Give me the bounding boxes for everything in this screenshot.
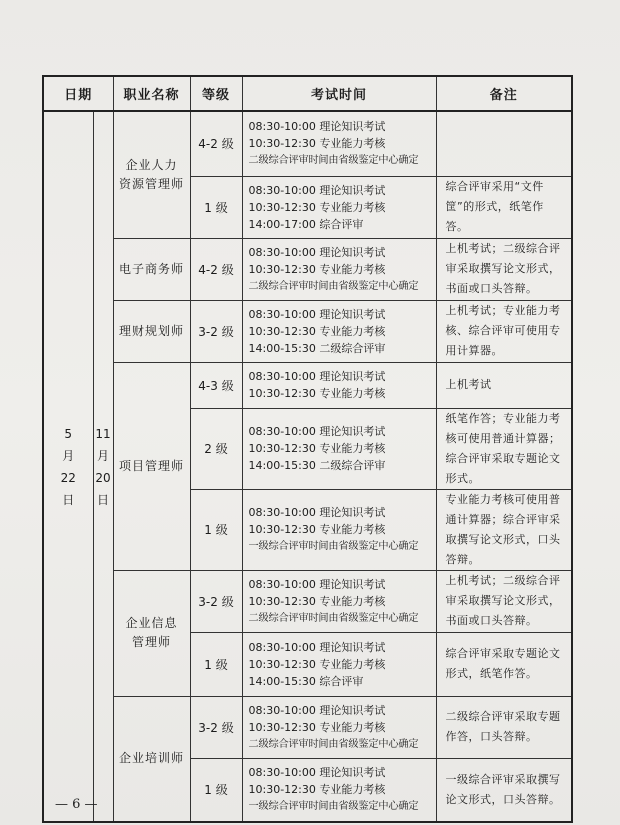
exam-time-line: 10:30-12:30 专业能力考核 xyxy=(248,720,386,734)
exam-time-cell xyxy=(242,362,436,408)
exam-time-line: 10:30-12:30 专业能力考核 xyxy=(248,523,386,536)
schedule-row xyxy=(43,111,572,176)
exam-time-cell xyxy=(242,176,436,238)
remark-cell: 上机考试；二级综合评审采取撰写论文形式，书面或口头答辩。 xyxy=(436,238,572,300)
level-cell: 3-2 级 xyxy=(190,570,242,632)
exam-time-line: 10:30-12:30 专业能力考核 xyxy=(248,387,386,400)
exam-time-line: 08:30-10:00 理论知识考试 xyxy=(248,245,386,259)
exam-schedule-table xyxy=(42,75,573,823)
remark-cell xyxy=(436,111,572,176)
remark-cell: 专业能力考核可使用普通计算器；综合评审采取撰写论文形式，口头答辩。 xyxy=(436,489,572,570)
exam-time-cell xyxy=(242,408,436,489)
schedule-body xyxy=(43,111,572,822)
exam-time-line: 08:30-10:00 理论知识考试 xyxy=(248,506,386,519)
level-cell: 1 级 xyxy=(190,758,242,822)
exam-time-cell xyxy=(242,300,436,362)
occupation-name: 项目管理师 xyxy=(113,362,190,570)
occupation-name: 企业培训师 xyxy=(113,696,190,822)
exam-time-line: 08:30-10:00 理论知识考试 xyxy=(248,703,386,717)
exam-time-line: 二级综合评审时间由省级鉴定中心确定 xyxy=(248,155,419,167)
remark-cell: 一级综合评审采取撰写论文形式，口头答辩。 xyxy=(436,758,572,822)
exam-time-cell xyxy=(242,111,436,176)
date-char: 5 xyxy=(64,426,73,441)
date-char: 月 xyxy=(62,448,75,463)
page-number: — 6 — xyxy=(55,797,98,812)
remark-cell: 二级综合评审采取专题作答，口头答辩。 xyxy=(436,696,572,758)
exam-time-line: 10:30-12:30 专业能力考核 xyxy=(248,137,386,151)
level-cell: 3-2 级 xyxy=(190,300,242,362)
date-char: 日 xyxy=(62,492,75,507)
date-char: 日 xyxy=(97,492,110,507)
exam-time-cell xyxy=(242,238,436,300)
exam-time-line: 14:00-15:30 综合评审 xyxy=(248,674,364,688)
exam-time-line: 10:30-12:30 专业能力考核 xyxy=(248,324,386,338)
header-date: 日期 xyxy=(43,76,113,111)
exam-time-line: 二级综合评审时间由省级鉴定中心确定 xyxy=(248,280,419,292)
header-level: 等级 xyxy=(190,76,242,111)
exam-time-line: 08:30-10:00 理论知识考试 xyxy=(248,766,386,780)
exam-time-line: 10:30-12:30 专业能力考核 xyxy=(248,657,386,671)
level-cell: 3-2 级 xyxy=(190,696,242,758)
date-char: 22 xyxy=(60,470,76,485)
occupation-name: 电子商务师 xyxy=(113,238,190,300)
exam-time-cell xyxy=(242,758,436,822)
exam-time-line: 08:30-10:00 理论知识考试 xyxy=(248,577,386,591)
exam-time-line: 08:30-10:00 理论知识考试 xyxy=(248,640,386,654)
occupation-name: 理财规划师 xyxy=(113,300,190,362)
exam-date-secondary xyxy=(93,111,113,822)
exam-time-cell xyxy=(242,570,436,632)
schedule-row xyxy=(43,238,572,300)
level-cell: 4-2 级 xyxy=(190,111,242,176)
level-cell: 1 级 xyxy=(190,489,242,570)
schedule-row xyxy=(43,362,572,408)
remark-cell: 上机考试；二级综合评审采取撰写论文形式，书面或口头答辩。 xyxy=(436,570,572,632)
remark-cell: 上机考试 xyxy=(436,362,572,408)
date-char: 11 xyxy=(95,426,111,441)
exam-time-line: 08:30-10:00 理论知识考试 xyxy=(248,120,386,134)
exam-time-line: 10:30-12:30 专业能力考核 xyxy=(248,262,386,276)
exam-time-line: 08:30-10:00 理论知识考试 xyxy=(248,370,386,383)
exam-time-line: 08:30-10:00 理论知识考试 xyxy=(248,425,386,438)
occupation-name: 企业信息 管理师 xyxy=(113,570,190,696)
level-cell: 1 级 xyxy=(190,632,242,696)
remark-cell: 纸笔作答；专业能力考核可使用普通计算器；综合评审采取专题论文形式。 xyxy=(436,408,572,489)
exam-time-line: 二级综合评审时间由省级鉴定中心确定 xyxy=(248,612,419,624)
date-char: 月 xyxy=(97,448,110,463)
level-cell: 4-2 级 xyxy=(190,238,242,300)
exam-time-line: 10:30-12:30 专业能力考核 xyxy=(248,200,386,214)
exam-time-cell xyxy=(242,489,436,570)
exam-time-line: 10:30-12:30 专业能力考核 xyxy=(248,594,386,608)
header-occupation: 职业名称 xyxy=(113,76,190,111)
exam-time-cell xyxy=(242,632,436,696)
exam-time-line: 14:00-17:00 综合评审 xyxy=(248,217,364,231)
remark-cell: 综合评审采取专题论文形式，纸笔作答。 xyxy=(436,632,572,696)
remark-cell: 综合评审采用“文件筐”的形式，纸笔作答。 xyxy=(436,176,572,238)
exam-time-line: 14:00-15:30 二级综合评审 xyxy=(248,341,386,355)
level-cell: 1 级 xyxy=(190,176,242,238)
level-cell: 4-3 级 xyxy=(190,362,242,408)
exam-time-line: 10:30-12:30 专业能力考核 xyxy=(248,783,386,797)
remark-cell: 上机考试；专业能力考核、综合评审可使用专用计算器。 xyxy=(436,300,572,362)
exam-time-line: 08:30-10:00 理论知识考试 xyxy=(248,183,386,197)
schedule-row xyxy=(43,696,572,758)
level-cell: 2 级 xyxy=(190,408,242,489)
exam-time-line: 10:30-12:30 专业能力考核 xyxy=(248,442,386,455)
exam-time-line: 14:00-15:30 二级综合评审 xyxy=(248,459,386,472)
schedule-row xyxy=(43,300,572,362)
exam-time-line: 一级综合评审时间由省级鉴定中心确定 xyxy=(248,801,419,813)
header-row xyxy=(43,76,572,111)
exam-time-line: 二级综合评审时间由省级鉴定中心确定 xyxy=(248,738,419,750)
exam-date-primary xyxy=(43,111,93,822)
exam-time-line: 一级综合评审时间由省级鉴定中心确定 xyxy=(248,541,419,552)
date-char: 20 xyxy=(95,470,111,485)
header-exam-time: 考试时间 xyxy=(242,76,436,111)
header-remarks: 备注 xyxy=(436,76,572,111)
occupation-name: 企业人力 资源管理师 xyxy=(113,111,190,238)
schedule-row xyxy=(43,570,572,632)
exam-time-cell xyxy=(242,696,436,758)
exam-time-line: 08:30-10:00 理论知识考试 xyxy=(248,307,386,321)
